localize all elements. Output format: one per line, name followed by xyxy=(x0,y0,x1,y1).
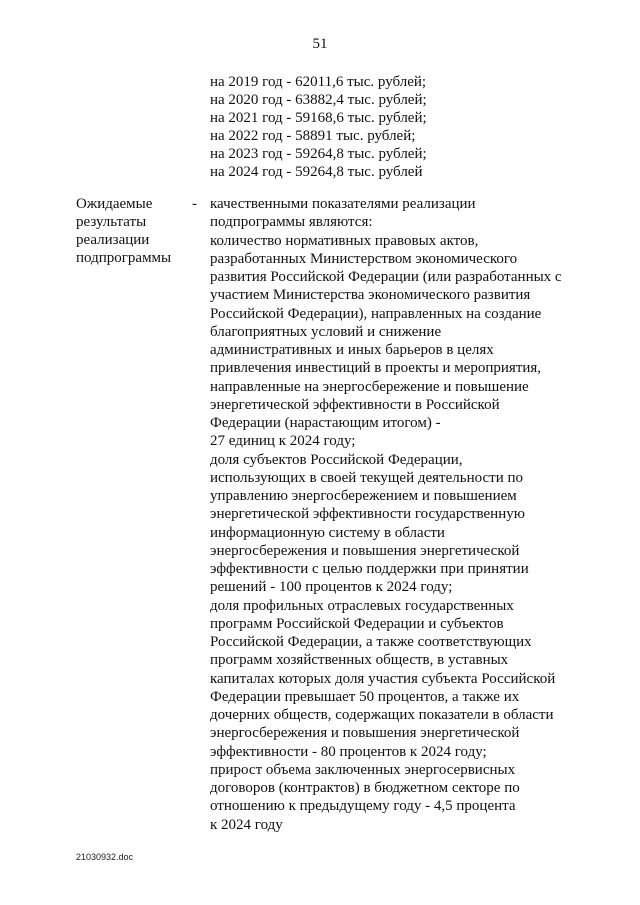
results-text-line: эффективности - 80 процентов к 2024 году; xyxy=(210,743,487,760)
funding-line-2022: на 2022 год - 58891 тыс. рублей; xyxy=(210,128,416,144)
results-text-line: эффективности с целью поддержки при принятии xyxy=(210,561,529,577)
results-text-line: управлению энергосбережением и повышением xyxy=(210,488,517,504)
results-text-line: подпрограммы являются: xyxy=(210,214,373,231)
results-text-line: направленные на энергосбережение и повышение xyxy=(210,378,529,395)
results-text-line: программ хозяйственных обществ, в уставных xyxy=(210,652,509,669)
results-text-line: Российской Федерации, а также соответствующих xyxy=(210,634,532,650)
footer-document-id: 21030932.doc xyxy=(76,852,134,862)
results-text-line: энергосбережения и повышения энергетической xyxy=(210,542,520,559)
funding-line-2024: на 2024 год - 59264,8 тыс. рублей xyxy=(210,164,423,180)
results-text-line: доля профильных отраслевых государственных xyxy=(210,597,514,614)
funding-list xyxy=(210,73,610,181)
results-text-line: энергосбережения и повышения энергетической xyxy=(210,725,520,742)
results-dash: - xyxy=(192,196,197,212)
results-text-line: прирост объема заключенных энергосервисных xyxy=(210,761,516,778)
results-text-line: разработанных Министерством экономического xyxy=(210,250,518,267)
funding-line-2023: на 2023 год - 59264,8 тыс. рублей; xyxy=(210,146,427,162)
results-text-line: использующих в своей текущей деятельности по xyxy=(210,469,523,486)
results-text-line: Федерации превышает 50 процентов, а также их xyxy=(210,688,520,705)
results-text-line: программ Российской Федерации и субъектов xyxy=(210,615,504,632)
results-text-line: развития Российской Федерации (или разработанных с xyxy=(210,269,562,285)
funding-line-2019: на 2019 год - 62011,6 тыс. рублей; xyxy=(210,74,427,90)
results-text-line: доля субъектов Российской Федерации, xyxy=(210,451,463,468)
results-label-line: Ожидаемые xyxy=(76,196,153,212)
results-label-line: подпрограммы xyxy=(76,250,172,266)
results-text-line: участием Министерства экономического развития xyxy=(210,287,531,304)
results-text-line: к 2024 году xyxy=(210,816,283,833)
results-text-line: дочерних обществ, содержащих показатели в области xyxy=(210,707,554,723)
results-text-line: энергетической эффективности в Российской xyxy=(210,396,500,413)
results-text-line: решений - 100 процентов к 2024 году; xyxy=(210,579,453,596)
results-text-line: 27 единиц к 2024 году; xyxy=(210,433,356,450)
results-label-line: реализации xyxy=(76,232,150,248)
results-text-line: Российской Федерации), направленных на создание xyxy=(210,305,542,322)
results-text xyxy=(210,195,590,834)
results-label-line: результаты xyxy=(76,214,147,230)
funding-line-2020: на 2020 год - 63882,4 тыс. рублей; xyxy=(210,92,427,108)
results-text-line: капиталах которых доля участия субъекта Российской xyxy=(210,670,556,687)
results-text-line: административных и иных барьеров в целях xyxy=(210,342,494,358)
results-text-line: отношению к предыдущему году - 4,5 процента xyxy=(210,798,516,815)
results-text-line: энергетической эффективности государственную xyxy=(210,506,525,523)
page-number: 51 xyxy=(312,36,328,52)
results-text-line: информационную систему в области xyxy=(210,524,445,541)
results-text-line: привлечения инвестиций в проекты и мероприятия, xyxy=(210,360,542,377)
results-text-line: качественными показателями реализации xyxy=(210,196,476,212)
results-text-line: количество нормативных правовых актов, xyxy=(210,232,479,249)
results-text-line: Федерации (нарастающим итогом) - xyxy=(210,415,441,431)
funding-line-2021: на 2021 год - 59168,6 тыс. рублей; xyxy=(210,110,427,126)
results-text-line: договоров (контрактов) в бюджетном секторе по xyxy=(210,780,520,796)
results-text-line: благоприятных условий и снижение xyxy=(210,323,442,340)
results-section-label xyxy=(76,195,186,267)
